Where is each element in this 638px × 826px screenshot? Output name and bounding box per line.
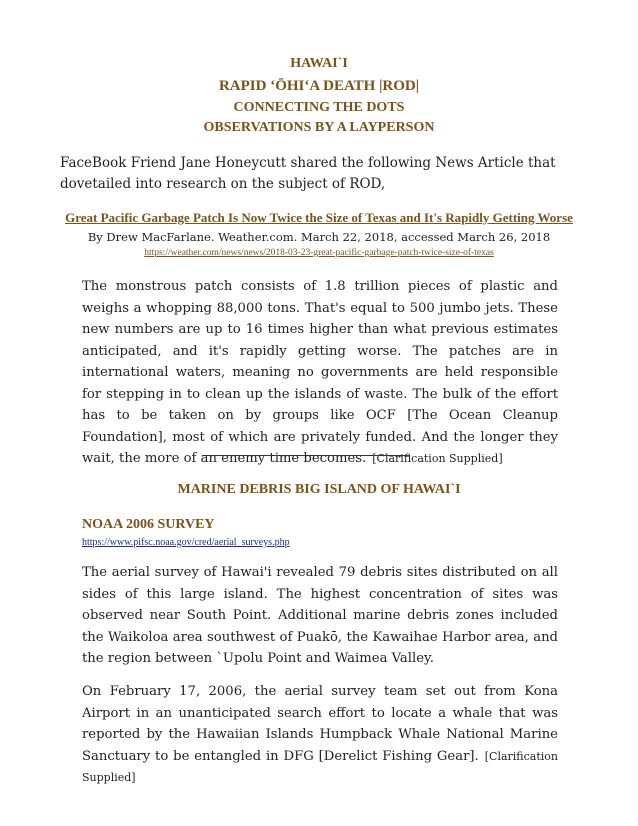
header-line-3: CONNECTING THE DOTS <box>233 100 405 115</box>
quote-paragraph <box>82 276 558 470</box>
noaa-url-link[interactable]: https://www.pifsc.noaa.gov/cred/aerial_surveys.php <box>82 537 290 548</box>
article-url-link[interactable]: https://weather.com/news/news/2018-03-23-great-pacific-garbage-patch-twice-size-of-texas <box>144 248 494 258</box>
header-title: RAPID ʻŌHIʻA DEATH |ROD| <box>218 78 420 94</box>
quote-text: The monstrous patch consists of 1.8 trillion pieces of plastic and weighs a whopping 88,000 tons. That's equal to 500 jumbo jets. These new numbers are up to 16 times higher than what previous estimates anticipated, and it's rapidly getting worse. The patches are in international waters, meaning no governments are held responsible for stepping in to clean up the islands of waste. The bulk of the effort has to be taken on by groups like OCF [The Ocean Cleanup Foundation], most of which are privately funded. And the longer they wait, the more of an enemy time becomes. <box>82 279 558 466</box>
clarification-note: [Clarification Supplied] <box>372 452 503 465</box>
header-line-4: OBSERVATIONS BY A LAYPERSON <box>203 120 435 135</box>
search-paragraph <box>82 681 558 789</box>
divider <box>202 455 410 456</box>
article-title-link[interactable]: Great Pacific Garbage Patch Is Now Twice the Size of Texas and It's Rapidly Getting Worse <box>65 210 573 225</box>
survey-paragraph: The aerial survey of Hawai'i revealed 79 debris sites distributed on all sides of this large island. The highest concentration of sites was observed near South Point. Additional marine debris zones included the Waikoloa area southwest of Puakō, the Kawaihae Harbor area, and the region between `Upolu Point and Waimea Valley. <box>82 565 558 666</box>
section-subtitle: NOAA 2006 SURVEY <box>82 517 215 532</box>
article-byline: By Drew MacFarlane. Weather.com. March 22, 2018, accessed March 26, 2018 <box>87 230 551 244</box>
clarification-note-2: [Clarification Supplied] <box>82 749 558 784</box>
section-title: MARINE DEBRIS BIG ISLAND OF HAWAI`I <box>177 482 461 497</box>
search-text: On February 17, 2006, the aerial survey team set out from Kona Airport in an unanticipated search effort to locate a whale that was reported by the Hawaiian Islands Humpback Whale National Marine Sanctuary to be entangled in DFG [Derelict Fishing Gear]. <box>82 684 558 764</box>
header-line-1: HAWAI`I <box>290 56 348 71</box>
intro-paragraph: FaceBook Friend Jane Honeycutt shared the following News Article that dovetailed into research on the subject of ROD, <box>60 155 556 192</box>
